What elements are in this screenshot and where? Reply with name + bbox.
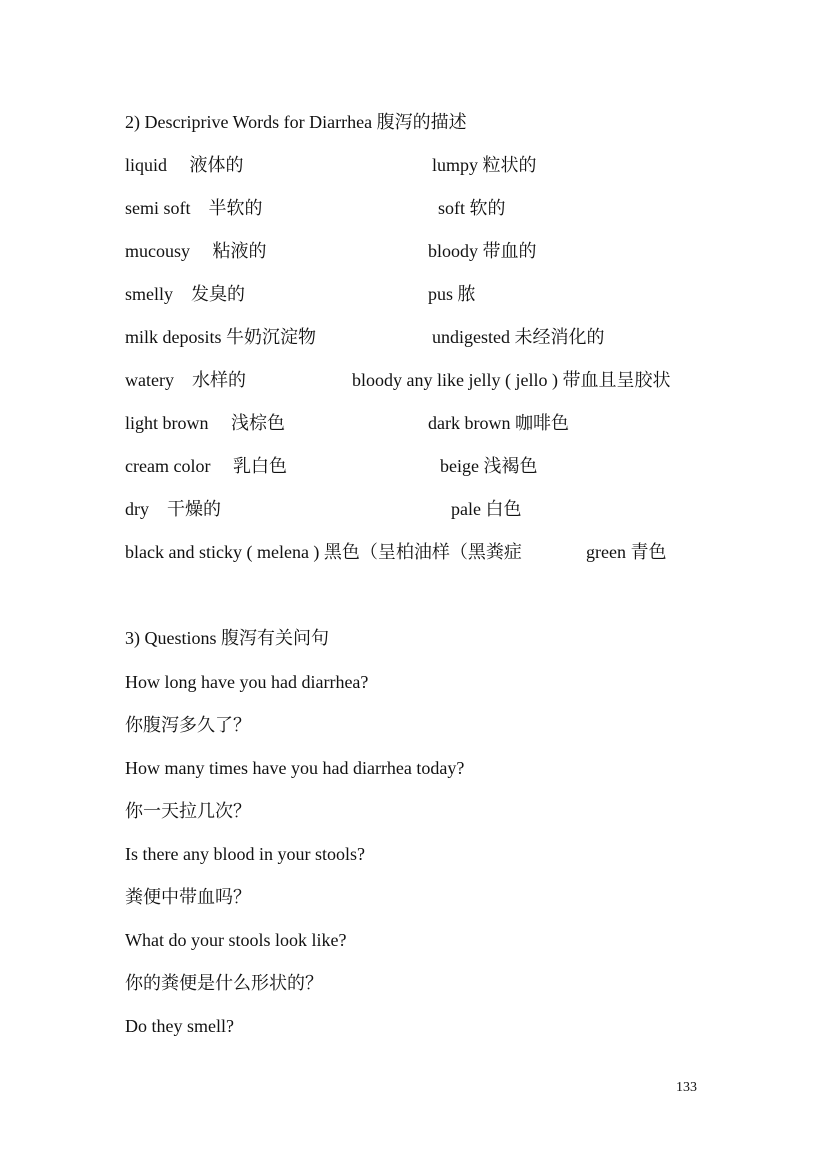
word-right: pus 脓 (428, 284, 476, 304)
question-line: Is there any blood in your stools? (125, 844, 365, 864)
word-right: pale 白色 (451, 499, 522, 519)
question-line: What do your stools look like? (125, 930, 347, 950)
word-left: dry 干燥的 (125, 499, 221, 519)
word-left: black and sticky ( melena ) 黑色（呈柏油样（黑粪症 (125, 542, 522, 562)
question-line: 粪便中带血吗？ (125, 887, 251, 907)
word-right: bloody 带血的 (428, 241, 537, 261)
word-left: liquid 液体的 (125, 155, 244, 175)
section2-heading: 2) Descriprive Words for Diarrhea 腹泻的描述 (125, 112, 467, 132)
word-right: bloody any like jelly ( jello ) 带血且呈胶状 (352, 370, 671, 390)
word-left: light brown 浅棕色 (125, 413, 285, 433)
section3-heading: 3) Questions 腹泻有关问句 (125, 628, 329, 648)
word-left: milk deposits 牛奶沉淀物 (125, 327, 317, 347)
word-left: cream color 乳白色 (125, 456, 287, 476)
word-left: semi soft 半软的 (125, 198, 263, 218)
question-line: 你一天拉几次？ (125, 801, 251, 821)
word-left: watery 水样的 (125, 370, 246, 390)
word-left: smelly 发臭的 (125, 284, 245, 304)
question-line: 你腹泻多久了？ (125, 715, 251, 735)
word-right: dark brown 咖啡色 (428, 413, 569, 433)
question-line: How long have you had diarrhea? (125, 672, 369, 692)
word-right: undigested 未经消化的 (432, 327, 605, 347)
word-right: lumpy 粒状的 (432, 155, 537, 175)
question-line: How many times have you had diarrhea today? (125, 758, 465, 778)
question-line: Do they smell? (125, 1016, 234, 1036)
word-right: green 青色 (586, 542, 667, 562)
word-right: beige 浅褐色 (440, 456, 538, 476)
question-line: 你的粪便是什么形状的？ (125, 973, 323, 993)
page-number: 133 (676, 1080, 697, 1095)
word-right: soft 软的 (438, 198, 506, 218)
word-left: mucousy 粘液的 (125, 241, 267, 261)
